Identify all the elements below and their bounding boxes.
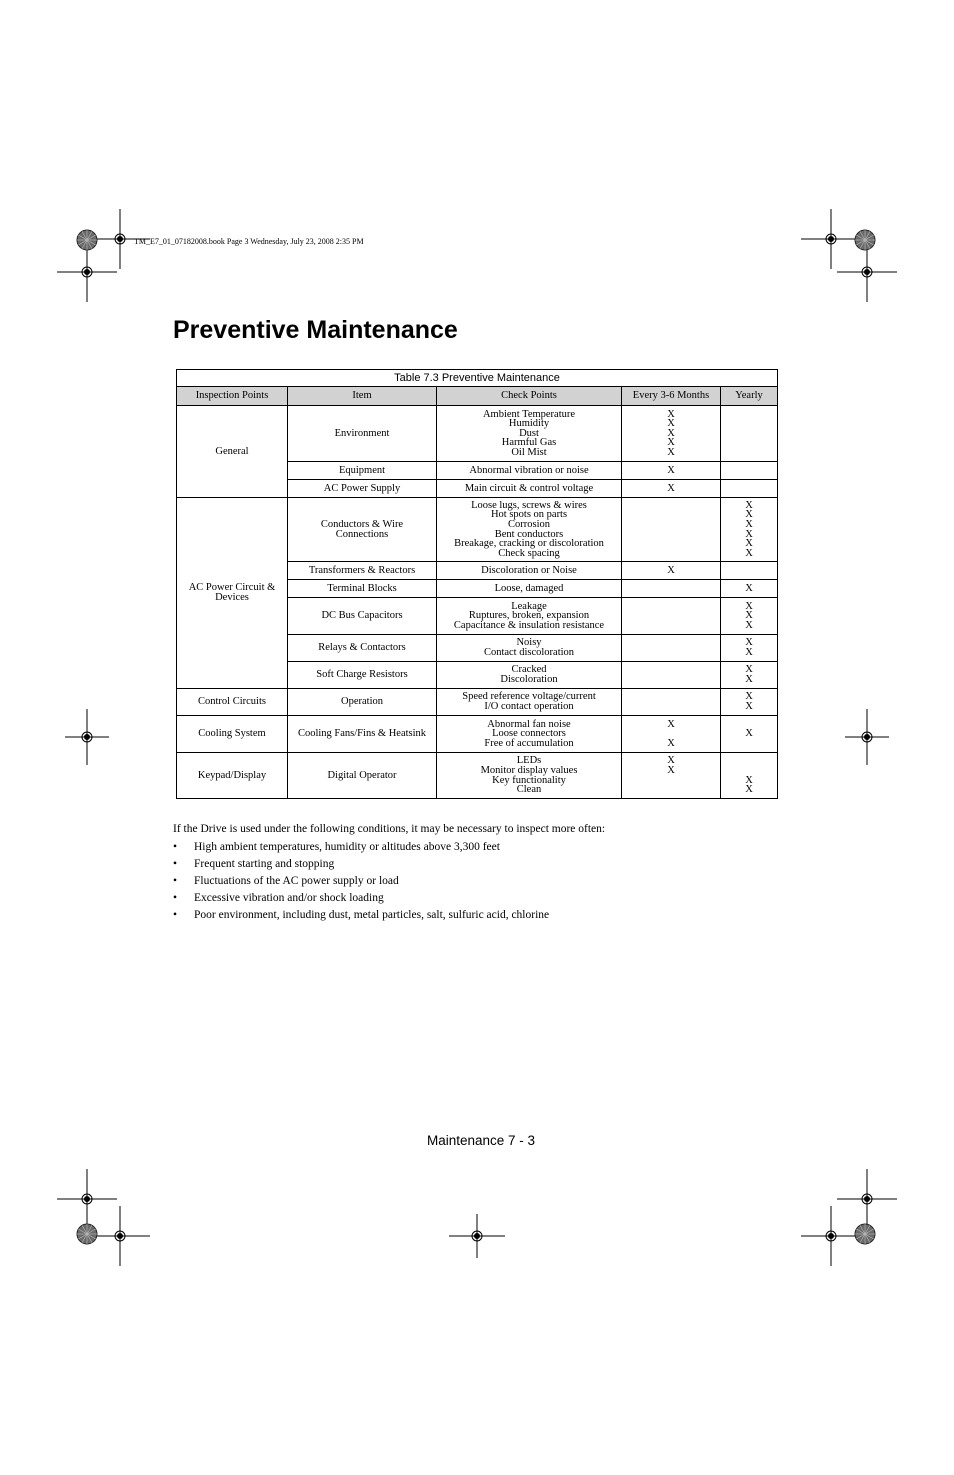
item-cell-line: Conductors & Wire <box>320 518 404 530</box>
check-points-cell <box>437 406 622 462</box>
check-points-cell-line: Leakage <box>511 600 547 612</box>
table-row <box>177 716 778 753</box>
inspection-point-cell <box>177 498 288 689</box>
intro-paragraph: If the Drive is used under the following conditions, it may be necessary to inspect more often: <box>173 823 606 835</box>
item-cell <box>288 462 437 480</box>
item-cell-line: AC Power Supply <box>323 482 401 494</box>
list-item <box>173 874 549 891</box>
check-points-cell-line: Main circuit & control voltage <box>464 482 594 494</box>
check-points-cell-line: Dust <box>519 427 539 439</box>
list-item <box>173 857 549 874</box>
check-points-cell-line: Contact discoloration <box>483 647 575 658</box>
inspection-point-cell <box>177 689 288 716</box>
inspection-point-cell-line: Control Circuits <box>198 696 266 708</box>
inspection-point-cell <box>177 753 288 799</box>
list-item-text: Excessive vibration and/or shock loading <box>194 892 384 904</box>
every-3-6-months-cell-line: X <box>667 408 675 420</box>
check-points-cell <box>437 580 622 598</box>
yearly-cell-line: X <box>745 538 753 550</box>
item-cell-line: Digital Operator <box>327 769 397 781</box>
crosshair-icon <box>90 1206 150 1266</box>
item-cell <box>288 635 437 662</box>
check-points-cell-line: Ambient Temperature <box>482 408 576 420</box>
yearly-cell-line: X <box>745 528 753 540</box>
list-item <box>173 908 549 925</box>
check-points-cell <box>437 753 622 799</box>
check-points-cell-line: Speed reference voltage/current <box>462 691 596 703</box>
check-points-cell <box>437 662 622 689</box>
inspection-point-cell-line: AC Power Circuit & <box>188 582 276 594</box>
check-points-cell-line: Check spacing <box>498 547 560 559</box>
item-cell <box>288 662 437 689</box>
bullet-icon: • <box>173 909 178 921</box>
bullet-icon: • <box>173 875 178 887</box>
every-3-6-months-cell-line: X <box>667 764 675 776</box>
yearly-cell <box>721 498 778 562</box>
list-item <box>173 840 549 857</box>
yearly-cell <box>721 716 778 753</box>
item-cell <box>288 562 437 580</box>
item-cell <box>288 580 437 598</box>
every-3-6-months-cell <box>622 480 721 498</box>
item-cell-line: Transformers & Reactors <box>308 564 416 576</box>
every-3-6-months-cell-line: X <box>667 418 675 430</box>
crosshair-icon <box>449 1214 505 1258</box>
every-3-6-months-cell-line: X <box>667 755 675 767</box>
every-3-6-months-cell-line: X <box>667 737 675 749</box>
yearly-cell <box>721 480 778 498</box>
yearly-cell-line: X <box>745 509 753 521</box>
list-item <box>173 891 549 908</box>
item-cell-line: Terminal Blocks <box>327 582 397 594</box>
yearly-cell-line: X <box>745 774 753 786</box>
column-header: Item <box>288 387 437 406</box>
check-points-cell-line: Corrosion <box>508 518 550 530</box>
check-points-cell-line: Key functionality <box>492 774 566 786</box>
crosshair-icon <box>801 1206 861 1266</box>
yearly-cell <box>721 462 778 480</box>
yearly-cell-line: X <box>745 691 753 703</box>
table-row <box>177 689 778 716</box>
yearly-cell-line: X <box>745 701 753 712</box>
yearly-cell-line: X <box>745 600 753 612</box>
crosshair-icon <box>57 242 117 302</box>
crosshair-icon <box>837 242 897 302</box>
every-3-6-months-cell <box>622 580 721 598</box>
crosshair-icon <box>801 209 861 269</box>
check-points-cell-line: Free of accumulation <box>484 737 574 749</box>
list-item-text: Fluctuations of the AC power supply or load <box>194 875 399 887</box>
item-cell <box>288 716 437 753</box>
item-cell <box>288 498 437 562</box>
inspection-point-cell <box>177 716 288 753</box>
color-target-icon <box>77 1224 97 1244</box>
crosshair-icon <box>57 1169 117 1229</box>
yearly-cell-line: X <box>745 518 753 530</box>
yearly-cell-line: X <box>745 619 753 631</box>
check-points-cell-line: LEDs <box>516 755 542 767</box>
check-points-cell-line: Monitor display values <box>480 764 578 776</box>
check-points-cell <box>437 562 622 580</box>
every-3-6-months-cell-line: X <box>667 446 675 458</box>
check-points-cell <box>437 480 622 498</box>
yearly-cell-line: X <box>745 784 753 796</box>
condition-list <box>173 840 549 925</box>
list-item-text: Poor environment, including dust, metal particles, salt, sulfuric acid, chlorine <box>194 909 550 921</box>
inspection-point-cell <box>177 406 288 498</box>
page-footer: Maintenance 7 - 3 <box>427 1133 536 1148</box>
color-target-icon <box>77 230 97 250</box>
inspection-point-cell-line: General <box>215 445 249 457</box>
every-3-6-months-cell <box>622 562 721 580</box>
every-3-6-months-cell <box>622 498 721 562</box>
check-points-cell-line: Loose lugs, screws & wires <box>471 499 587 511</box>
item-cell <box>288 480 437 498</box>
item-cell <box>288 598 437 635</box>
inspection-point-cell-line: Keypad/Display <box>197 769 267 781</box>
yearly-cell <box>721 635 778 662</box>
yearly-cell-line: X <box>745 728 753 740</box>
check-points-cell-line: Abnormal vibration or noise <box>469 464 589 476</box>
check-points-cell-line: Breakage, cracking or discoloration <box>454 538 604 550</box>
check-points-cell-line: Bent conductors <box>494 528 564 540</box>
item-cell-line: Connections <box>335 528 389 540</box>
every-3-6-months-cell-line: X <box>667 464 675 476</box>
column-header: Every 3-6 Months <box>622 387 721 406</box>
yearly-cell-line: X <box>745 674 753 685</box>
check-points-cell <box>437 598 622 635</box>
item-cell <box>288 753 437 799</box>
item-cell-line: Environment <box>334 427 390 439</box>
every-3-6-months-cell-line <box>624 785 718 795</box>
table-row <box>177 406 778 462</box>
every-3-6-months-cell-line: X <box>667 427 675 439</box>
color-target-icon <box>855 230 875 250</box>
check-points-cell-line: Cracked <box>511 664 547 676</box>
every-3-6-months-cell-line: X <box>667 564 675 576</box>
every-3-6-months-cell <box>622 689 721 716</box>
item-cell-line: Equipment <box>338 464 386 476</box>
check-points-cell-line: Loose connectors <box>492 728 566 740</box>
bullet-icon: • <box>173 858 178 870</box>
yearly-cell <box>721 753 778 799</box>
yearly-cell-line: X <box>745 499 753 511</box>
every-3-6-months-cell-line: X <box>667 718 675 730</box>
item-cell-line: Cooling Fans/Fins & Heatsink <box>297 728 427 740</box>
crosshair-icon <box>65 709 109 765</box>
check-points-cell-line: Hot spots on parts <box>490 509 568 521</box>
check-points-cell-line: Humidity <box>508 418 550 430</box>
check-points-cell <box>437 498 622 562</box>
yearly-cell <box>721 598 778 635</box>
crosshair-icon <box>837 1169 897 1229</box>
item-cell <box>288 689 437 716</box>
item-cell-line: Soft Charge Resistors <box>316 669 408 681</box>
printer-slug-line: TM_E7_01_07182008.book Page 3 Wednesday, July 23, 2008 2:35 PM <box>134 237 364 246</box>
list-item-text: High ambient temperatures, humidity or altitudes above 3,300 feet <box>194 841 500 853</box>
every-3-6-months-cell-line: X <box>667 482 675 494</box>
yearly-cell-line: X <box>745 582 753 594</box>
yearly-cell <box>721 406 778 462</box>
check-points-cell-line: Harmful Gas <box>501 437 557 449</box>
check-points-cell-line: Clean <box>516 784 542 796</box>
yearly-cell-line: X <box>745 637 753 649</box>
yearly-cell <box>721 689 778 716</box>
yearly-cell-line: X <box>745 547 753 559</box>
every-3-6-months-cell <box>622 753 721 799</box>
item-cell-line: Operation <box>341 696 383 708</box>
yearly-cell <box>721 562 778 580</box>
inspection-point-cell-line: Devices <box>215 592 249 603</box>
item-cell <box>288 406 437 462</box>
check-points-cell <box>437 635 622 662</box>
check-points-cell-line: Discoloration or Noise <box>481 564 577 576</box>
check-points-cell-line: Discoloration <box>500 674 558 685</box>
check-points-cell-line: I/O contact operation <box>484 701 574 712</box>
every-3-6-months-cell-line: X <box>667 437 675 449</box>
check-points-cell-line: Capacitance & insulation resistance <box>453 619 605 631</box>
table-caption: Table 7.3 Preventive Maintenance <box>177 370 778 387</box>
every-3-6-months-cell <box>622 598 721 635</box>
list-item-text: Frequent starting and stopping <box>194 858 335 870</box>
column-header: Check Points <box>437 387 622 406</box>
every-3-6-months-cell <box>622 716 721 753</box>
color-target-icon <box>855 1224 875 1244</box>
every-3-6-months-cell <box>622 406 721 462</box>
check-points-cell-line: Ruptures, broken, expansion <box>468 610 590 622</box>
column-header: Inspection Points <box>177 387 288 406</box>
check-points-cell-line: Abnormal fan noise <box>487 718 571 730</box>
preventive-maintenance-table <box>176 369 778 799</box>
every-3-6-months-cell <box>622 635 721 662</box>
column-header: Yearly <box>721 387 778 406</box>
check-points-cell-line: Oil Mist <box>511 446 547 458</box>
item-cell-line: Relays & Contactors <box>318 642 406 654</box>
item-cell-line: DC Bus Capacitors <box>321 610 403 622</box>
check-points-cell-line: Noisy <box>516 637 542 649</box>
check-points-cell <box>437 462 622 480</box>
check-points-cell-line: Loose, damaged <box>494 582 564 594</box>
bullet-icon: • <box>173 892 178 904</box>
yearly-cell-line: X <box>745 664 753 676</box>
crosshair-icon <box>845 709 889 765</box>
every-3-6-months-cell <box>622 462 721 480</box>
check-points-cell <box>437 716 622 753</box>
yearly-cell-line: X <box>745 610 753 622</box>
page-title: Preventive Maintenance <box>173 316 458 344</box>
yearly-cell <box>721 662 778 689</box>
table-row <box>177 498 778 562</box>
yearly-cell-line: X <box>745 647 753 658</box>
every-3-6-months-cell <box>622 662 721 689</box>
bullet-icon: • <box>173 841 178 853</box>
check-points-cell <box>437 689 622 716</box>
inspection-point-cell-line: Cooling System <box>198 728 266 740</box>
yearly-cell <box>721 580 778 598</box>
table-row <box>177 753 778 799</box>
